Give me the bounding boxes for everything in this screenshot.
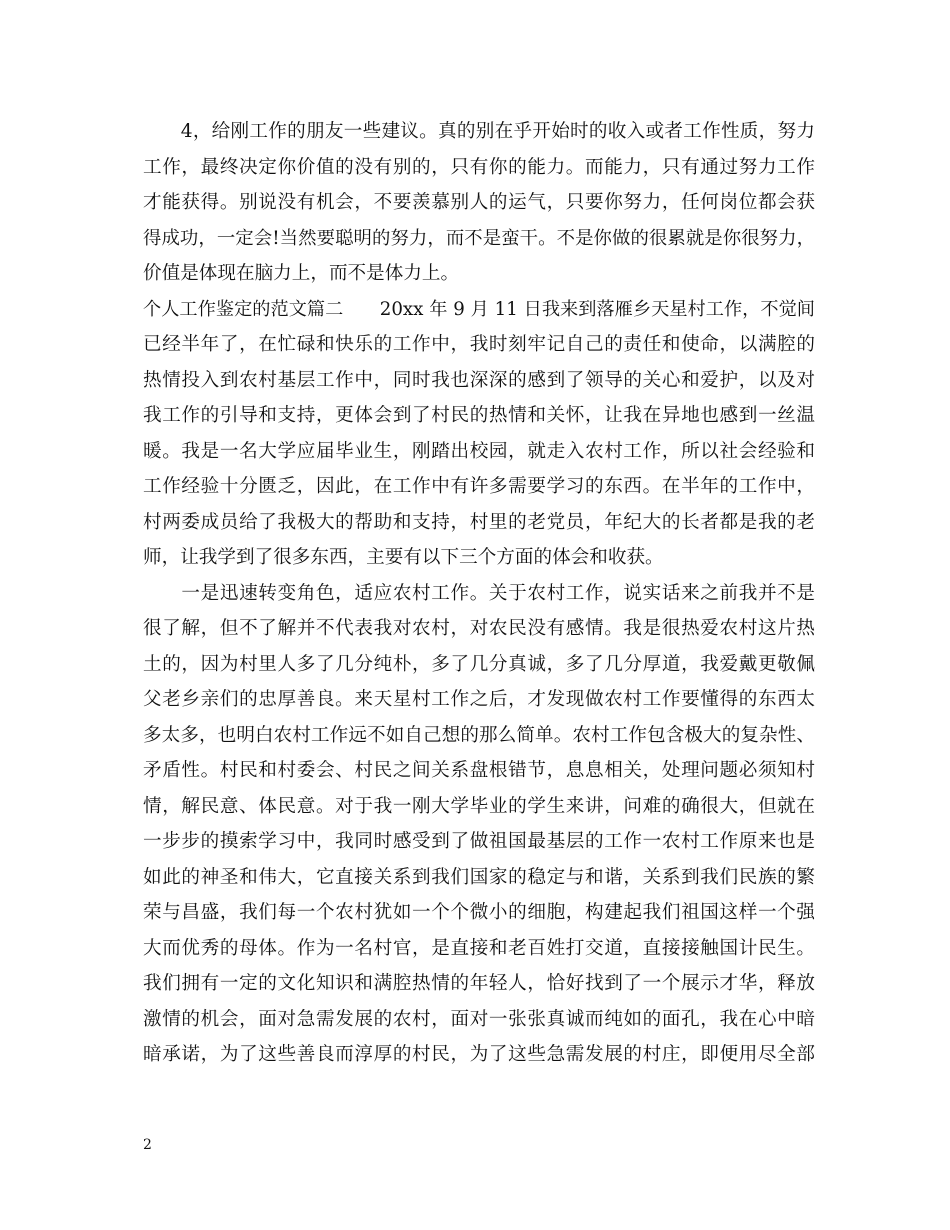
text-line: 价值是体现在脑力上，而不是体力上。 (143, 263, 460, 284)
text-line: 很了解，但不了解并不代表我对农村，对农民没有感情。我是很热爱农村这片热 (143, 618, 815, 639)
text-line: 村两委成员给了我极大的帮助和支持，村里的老党员，年纪大的长者都是我的老 (143, 511, 815, 533)
text-line: 工作，最终决定你价值的没有别的，只有你的能力。而能力，只有通过努力工作 (143, 156, 815, 178)
text-line: 已经半年了，在忙碌和快乐的工作中，我时刻牢记自己的责任和使命，以满腔的 (143, 334, 815, 355)
text-line: 4，给刚工作的朋友一些建议。真的别在乎开始时的收入或者工作性质，努力 (143, 121, 815, 142)
text-line: 热情投入到农村基层工作中，同时我也深深的感到了领导的关心和爱护，以及对 (143, 369, 815, 391)
text-line: 师，让我学到了很多东西，主要有以下三个方面的体会和收获。 (143, 547, 664, 568)
document-body (143, 114, 815, 1073)
text-line: 个人工作鉴定的范文篇二 20xx 年 9 月 11 日我来到落雁乡天星村工作，不觉间 (143, 298, 815, 320)
text-line: 得成功，一定会!当然要聪明的努力，而不是蛮干。不是你做的很累就是你很努力， (143, 227, 815, 249)
text-line: 如此的神圣和伟大，它直接关系到我们国家的稳定与和谐，关系到我们民族的繁 (143, 866, 815, 888)
text-line: 我们拥有一定的文化知识和满腔热情的年轻人，恰好找到了一个展示才华，释放 (143, 973, 815, 994)
page-number: 2 (143, 1137, 152, 1153)
text-line: 矛盾性。村民和村委会、村民之间关系盘根错节，息息相关，处理问题必须知村 (143, 760, 815, 781)
text-line: 多太多，也明白农村工作远不如自己想的那么简单。农村工作包含极大的复杂性、 (143, 724, 815, 746)
text-line: 土的，因为村里人多了几分纯朴，多了几分真诚，多了几分厚道，我爱戴更敬佩 (143, 653, 815, 675)
text-line: 大而优秀的母体。作为一名村官，是直接和老百姓打交道，直接接触国计民生。 (143, 937, 815, 959)
text-line: 一是迅速转变角色，适应农村工作。关于农村工作，说实话来之前我并不是 (143, 582, 815, 604)
text-line: 父老乡亲们的忠厚善良。来天星村工作之后，才发现做农村工作要懂得的东西太 (143, 689, 815, 710)
text-line: 激情的机会，面对急需发展的农村，面对一张张真诚而纯如的面孔，我在心中暗 (143, 1008, 815, 1030)
text-line: 暗承诺，为了这些善良而淳厚的村民，为了这些急需发展的村庄，即便用尽全部 (143, 1044, 815, 1065)
text-line: 一步步的摸索学习中，我同时感受到了做祖国最基层的工作一农村工作原来也是 (143, 831, 815, 852)
text-line: 暖。我是一名大学应届毕业生，刚踏出校园，就走入农村工作，所以社会经验和 (143, 440, 815, 462)
text-line: 才能获得。别说没有机会，不要羡慕别人的运气，只要你努力，任何岗位都会获 (143, 192, 815, 213)
text-line: 荣与昌盛，我们每一个农村犹如一个个微小的细胞，构建起我们祖国这样一个强 (143, 902, 815, 923)
text-line: 我工作的引导和支持，更体会到了村民的热情和关怀，让我在异地也感到一丝温 (143, 405, 815, 426)
text-line: 情，解民意、体民意。对于我一刚大学毕业的学生来讲，问难的确很大，但就在 (143, 795, 815, 817)
text-line: 工作经验十分匮乏，因此，在工作中有许多需要学习的东西。在半年的工作中， (143, 476, 815, 497)
